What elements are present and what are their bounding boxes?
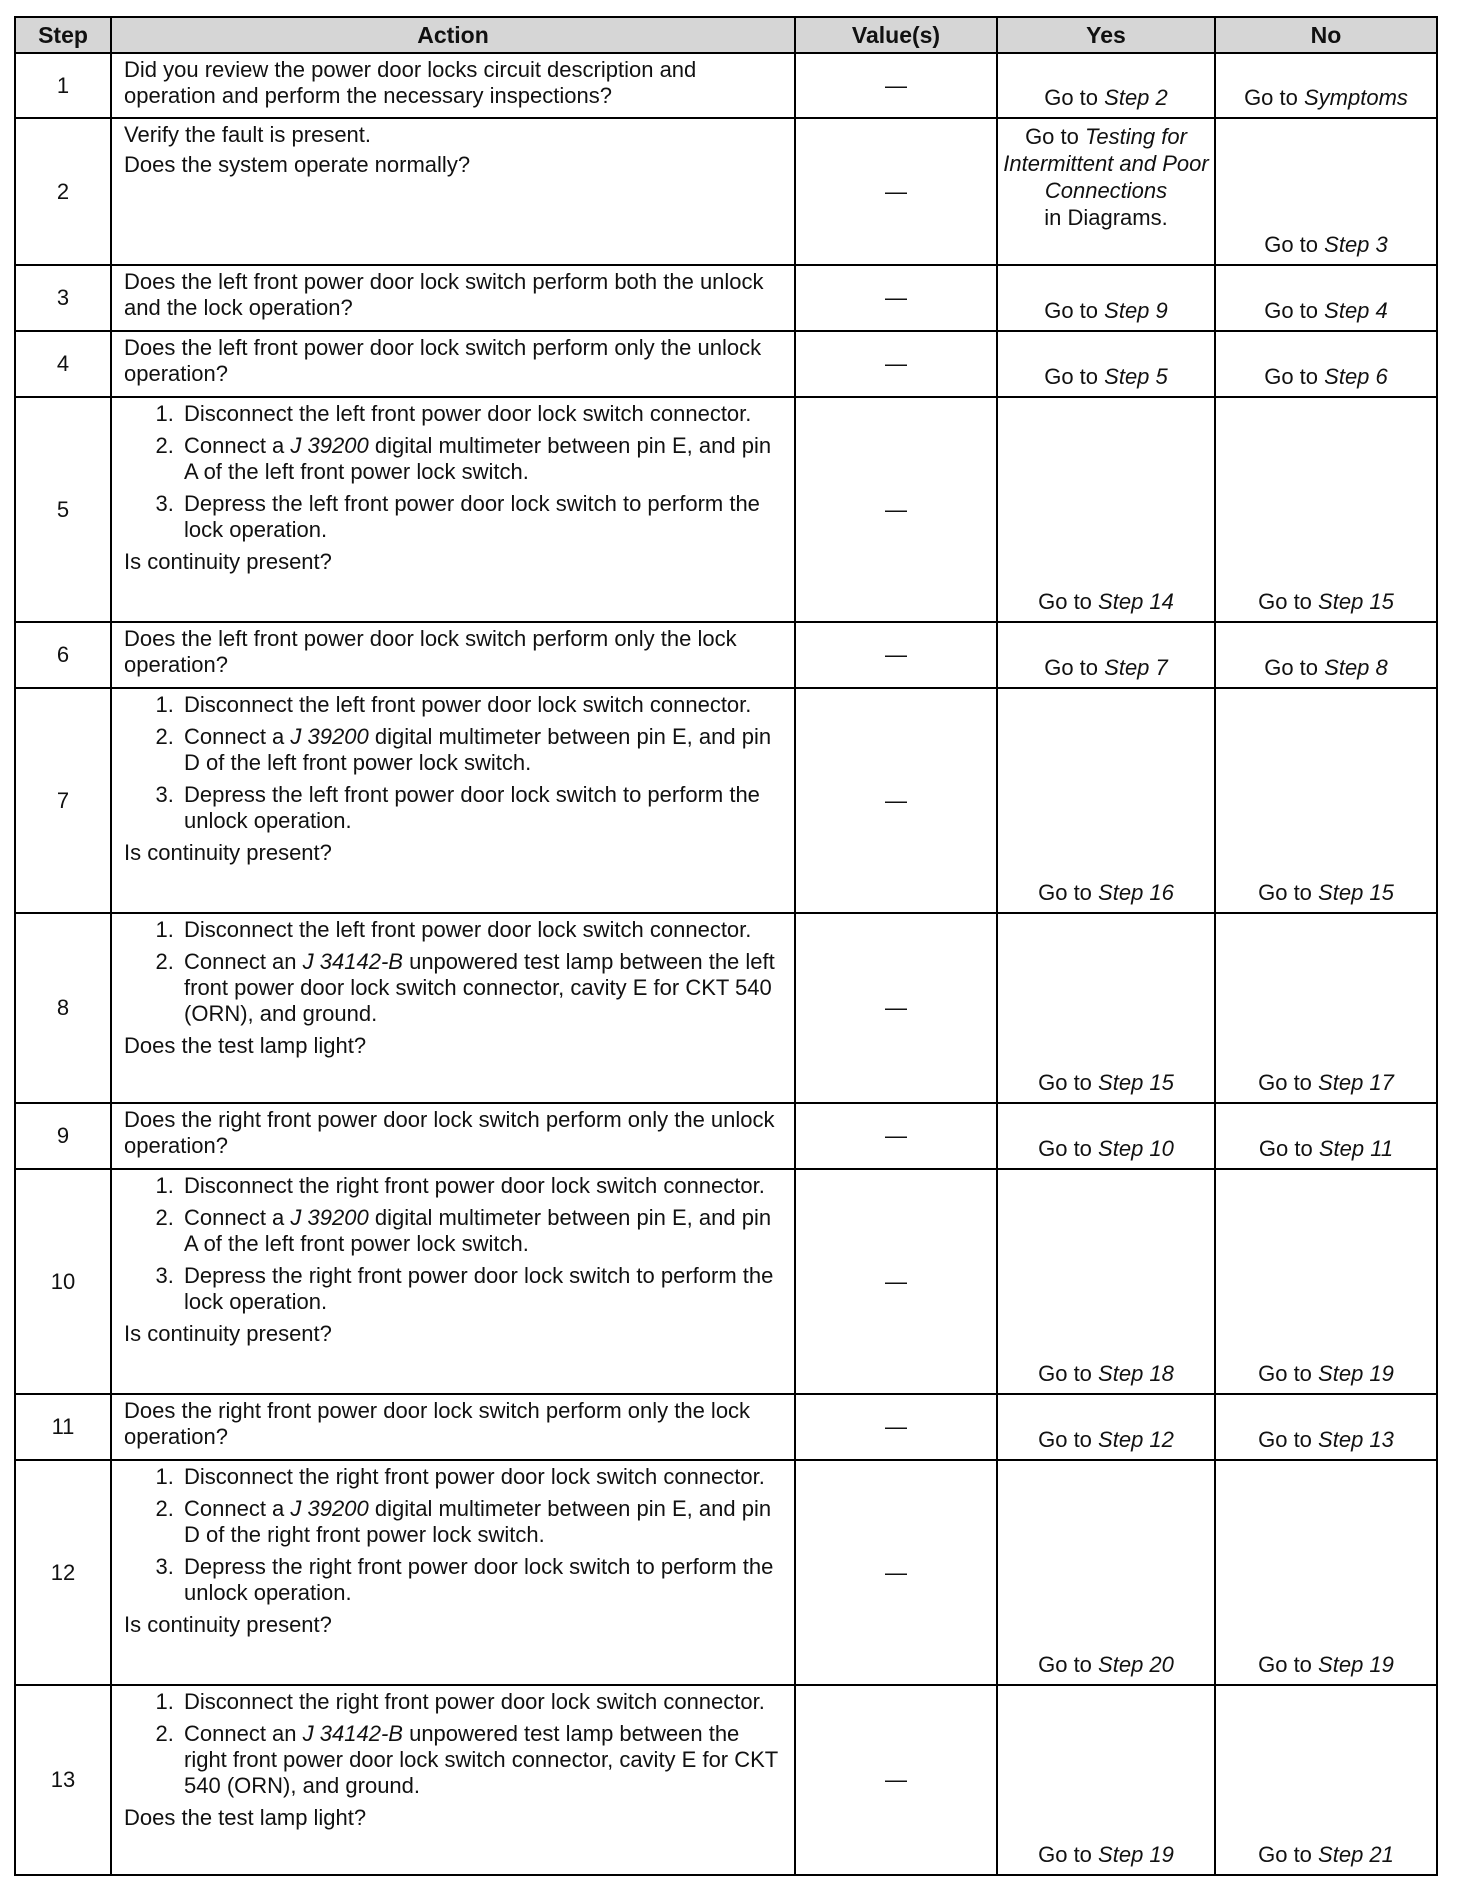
step-number: 5 <box>15 397 111 622</box>
step-number: 12 <box>15 1460 111 1685</box>
yes-cell <box>997 688 1215 913</box>
no-cell <box>1215 1103 1437 1169</box>
no-ref: Step 19 <box>1318 1361 1394 1386</box>
action-cell <box>111 1460 795 1685</box>
table-row <box>15 1685 1437 1875</box>
step-number: 7 <box>15 688 111 913</box>
header-no: No <box>1215 17 1437 53</box>
instruction-item: 1. Disconnect the right front power door lock switch connector. <box>180 1689 784 1715</box>
no-cell <box>1215 622 1437 688</box>
yes-ref: Step 15 <box>1098 1070 1174 1095</box>
no-ref: Step 8 <box>1324 655 1388 680</box>
goto-text: Go to <box>1038 589 1092 614</box>
instruction-item: 2. Connect a J 39200 digital multimeter between pin E, and pin A of the left front power lock switch. <box>180 433 784 485</box>
instruction-item: 2. Connect an J 34142-B unpowered test lamp between the left front power door lock switch connector, cavity E for CKT 540 (ORN), and ground. <box>180 949 784 1027</box>
no-cell <box>1215 118 1437 265</box>
tool-ref: J 39200 <box>290 433 369 458</box>
no-ref: Step 3 <box>1324 232 1388 257</box>
no-ref: Step 13 <box>1318 1427 1394 1452</box>
no-cell <box>1215 1169 1437 1394</box>
yes-ref: Step 16 <box>1098 880 1174 905</box>
yes-ref: Step 20 <box>1098 1652 1174 1677</box>
table-row <box>15 397 1437 622</box>
goto-text: Go to <box>1264 232 1319 257</box>
yes-suffix: in Diagrams. <box>1044 205 1168 230</box>
instruction-item: 1. Disconnect the left front power door lock switch connector. <box>180 401 784 427</box>
header-action: Action <box>111 17 795 53</box>
goto-text: Go to <box>1025 124 1079 149</box>
yes-cell <box>997 622 1215 688</box>
goto-text: Go to <box>1038 1136 1092 1161</box>
goto-text: Go to <box>1038 1842 1092 1867</box>
goto-text: Go to <box>1264 364 1319 389</box>
step-number: 6 <box>15 622 111 688</box>
action-question: Is continuity present? <box>124 549 332 574</box>
no-ref: Step 4 <box>1324 298 1388 323</box>
no-ref: Step 21 <box>1318 1842 1394 1867</box>
table-row <box>15 622 1437 688</box>
action-cell <box>111 913 795 1103</box>
tool-ref: J 34142-B <box>302 949 403 974</box>
goto-text: Go to <box>1258 1070 1312 1095</box>
action-question: Does the left front power door lock switch perform both the unlock and the lock operation? <box>124 269 764 320</box>
instruction-list <box>124 1689 784 1799</box>
action-question: Did you review the power door locks circuit description and operation and perform the necessary inspections? <box>124 57 697 108</box>
value-dash: — <box>795 688 997 913</box>
value-dash: — <box>795 1685 997 1875</box>
instruction-item: 1. Disconnect the right front power door lock switch connector. <box>180 1464 784 1490</box>
action-question: Does the right front power door lock switch perform only the unlock operation? <box>124 1107 775 1158</box>
instruction-list <box>124 1464 784 1606</box>
goto-text: Go to <box>1258 1427 1312 1452</box>
instruction-item: 2. Connect a J 39200 digital multimeter between pin E, and pin D of the right front power lock switch. <box>180 1496 784 1548</box>
instruction-item: 3. Depress the left front power door lock switch to perform the unlock operation. <box>180 782 784 834</box>
no-cell <box>1215 331 1437 397</box>
yes-ref: Step 19 <box>1098 1842 1174 1867</box>
action-cell <box>111 331 795 397</box>
yes-ref: Step 9 <box>1104 298 1168 323</box>
no-cell <box>1215 688 1437 913</box>
goto-text: Go to <box>1044 364 1099 389</box>
action-cell <box>111 1169 795 1394</box>
yes-cell <box>997 1169 1215 1394</box>
action-question: Does the system operate normally? <box>124 152 471 177</box>
no-cell <box>1215 1394 1437 1460</box>
action-question: Does the test lamp light? <box>124 1033 367 1058</box>
step-number: 4 <box>15 331 111 397</box>
instruction-list <box>124 401 784 543</box>
goto-text: Go to <box>1258 589 1312 614</box>
action-text: Verify the fault is present. <box>124 122 372 147</box>
yes-ref: Step 7 <box>1104 655 1168 680</box>
step-number: 1 <box>15 53 111 118</box>
step-number: 2 <box>15 118 111 265</box>
yes-cell <box>997 1394 1215 1460</box>
value-dash: — <box>795 118 997 265</box>
action-cell <box>111 397 795 622</box>
yes-ref: Step 2 <box>1104 85 1168 110</box>
value-dash: — <box>795 1103 997 1169</box>
action-cell <box>111 1685 795 1875</box>
action-question: Does the left front power door lock switch perform only the lock operation? <box>124 626 737 677</box>
goto-text: Go to <box>1258 880 1312 905</box>
tool-ref: J 39200 <box>290 1496 369 1521</box>
instruction-item: 2. Connect a J 39200 digital multimeter between pin E, and pin D of the left front power lock switch. <box>180 724 784 776</box>
value-dash: — <box>795 1394 997 1460</box>
instruction-item: 3. Depress the left front power door lock switch to perform the lock operation. <box>180 491 784 543</box>
no-ref: Step 19 <box>1318 1652 1394 1677</box>
no-ref: Step 17 <box>1318 1070 1394 1095</box>
instruction-item: 2. Connect a J 39200 digital multimeter between pin E, and pin A of the left front power lock switch. <box>180 1205 784 1257</box>
goto-text: Go to <box>1258 1361 1312 1386</box>
yes-cell <box>997 265 1215 331</box>
action-question: Is continuity present? <box>124 840 332 865</box>
goto-text: Go to <box>1044 298 1099 323</box>
no-cell <box>1215 913 1437 1103</box>
header-step: Step <box>15 17 111 53</box>
goto-text: Go to <box>1038 1070 1092 1095</box>
header-yes: Yes <box>997 17 1215 53</box>
no-cell <box>1215 1460 1437 1685</box>
no-ref: Symptoms <box>1304 85 1408 110</box>
value-dash: — <box>795 53 997 118</box>
yes-cell <box>997 1103 1215 1169</box>
step-number: 8 <box>15 913 111 1103</box>
tool-ref: J 34142-B <box>302 1721 403 1746</box>
yes-cell <box>997 1460 1215 1685</box>
yes-cell <box>997 118 1215 265</box>
no-ref: Step 15 <box>1318 589 1394 614</box>
action-cell <box>111 688 795 913</box>
table-row <box>15 1103 1437 1169</box>
goto-text: Go to <box>1044 655 1099 680</box>
yes-ref: Step 12 <box>1098 1427 1174 1452</box>
table-row <box>15 688 1437 913</box>
step-number: 9 <box>15 1103 111 1169</box>
goto-text: Go to <box>1258 1842 1312 1867</box>
no-ref: Step 6 <box>1324 364 1388 389</box>
goto-text: Go to <box>1244 85 1298 110</box>
instruction-item: 1. Disconnect the left front power door lock switch connector. <box>180 917 784 943</box>
table-row <box>15 1460 1437 1685</box>
yes-cell <box>997 1685 1215 1875</box>
yes-ref: Step 18 <box>1098 1361 1174 1386</box>
goto-text: Go to <box>1264 655 1319 680</box>
header-values: Value(s) <box>795 17 997 53</box>
yes-ref: Step 14 <box>1098 589 1174 614</box>
action-cell <box>111 1394 795 1460</box>
action-question: Is continuity present? <box>124 1612 332 1637</box>
diagnostic-table-page <box>14 16 1436 1876</box>
action-question: Does the left front power door lock switch perform only the unlock operation? <box>124 335 762 386</box>
goto-text: Go to <box>1264 298 1319 323</box>
table-row <box>15 53 1437 118</box>
action-cell <box>111 265 795 331</box>
instruction-item: 3. Depress the right front power door lock switch to perform the lock operation. <box>180 1263 784 1315</box>
action-question: Does the test lamp light? <box>124 1805 367 1830</box>
no-cell <box>1215 265 1437 331</box>
goto-text: Go to <box>1038 1361 1092 1386</box>
goto-text: Go to <box>1038 880 1092 905</box>
yes-cell <box>997 53 1215 118</box>
yes-cell <box>997 397 1215 622</box>
action-question: Does the right front power door lock switch perform only the lock operation? <box>124 1398 751 1449</box>
step-number: 3 <box>15 265 111 331</box>
instruction-item: 1. Disconnect the right front power door lock switch connector. <box>180 1173 784 1199</box>
goto-text: Go to <box>1038 1652 1092 1677</box>
value-dash: — <box>795 913 997 1103</box>
table-row <box>15 265 1437 331</box>
value-dash: — <box>795 1460 997 1685</box>
value-dash: — <box>795 265 997 331</box>
instruction-list <box>124 692 784 834</box>
no-cell <box>1215 1685 1437 1875</box>
step-number: 13 <box>15 1685 111 1875</box>
yes-cell <box>997 331 1215 397</box>
tool-ref: J 39200 <box>290 724 369 749</box>
goto-text: Go to <box>1038 1427 1092 1452</box>
no-cell <box>1215 397 1437 622</box>
table-row <box>15 1394 1437 1460</box>
goto-text: Go to <box>1044 85 1099 110</box>
no-cell <box>1215 53 1437 118</box>
value-dash: — <box>795 397 997 622</box>
no-ref: Step 15 <box>1318 880 1394 905</box>
yes-ref: Step 10 <box>1098 1136 1174 1161</box>
tool-ref: J 39200 <box>290 1205 369 1230</box>
no-ref: Step 11 <box>1318 1136 1394 1161</box>
diagnostic-table <box>14 16 1438 1876</box>
table-row <box>15 118 1437 265</box>
table-row <box>15 1169 1437 1394</box>
goto-text: Go to <box>1258 1136 1313 1161</box>
header-row <box>15 17 1437 53</box>
instruction-list <box>124 917 784 1027</box>
instruction-item: 3. Depress the right front power door lock switch to perform the unlock operation. <box>180 1554 784 1606</box>
action-cell <box>111 53 795 118</box>
value-dash: — <box>795 1169 997 1394</box>
action-cell <box>111 622 795 688</box>
instruction-item: 2. Connect an J 34142-B unpowered test lamp between the right front power door lock switch connector, cavity E for CKT 540 (ORN), and ground. <box>180 1721 784 1799</box>
value-dash: — <box>795 331 997 397</box>
instruction-list <box>124 1173 784 1315</box>
yes-ref: Step 5 <box>1104 364 1168 389</box>
step-number: 10 <box>15 1169 111 1394</box>
action-question: Is continuity present? <box>124 1321 332 1346</box>
value-dash: — <box>795 622 997 688</box>
action-cell <box>111 118 795 265</box>
table-row <box>15 913 1437 1103</box>
goto-text: Go to <box>1258 1652 1312 1677</box>
yes-cell <box>997 913 1215 1103</box>
yes-ref: Testing for Intermittent and Poor Connections <box>1003 124 1209 203</box>
table-row <box>15 331 1437 397</box>
action-cell <box>111 1103 795 1169</box>
step-number: 11 <box>15 1394 111 1460</box>
instruction-item: 1. Disconnect the left front power door lock switch connector. <box>180 692 784 718</box>
